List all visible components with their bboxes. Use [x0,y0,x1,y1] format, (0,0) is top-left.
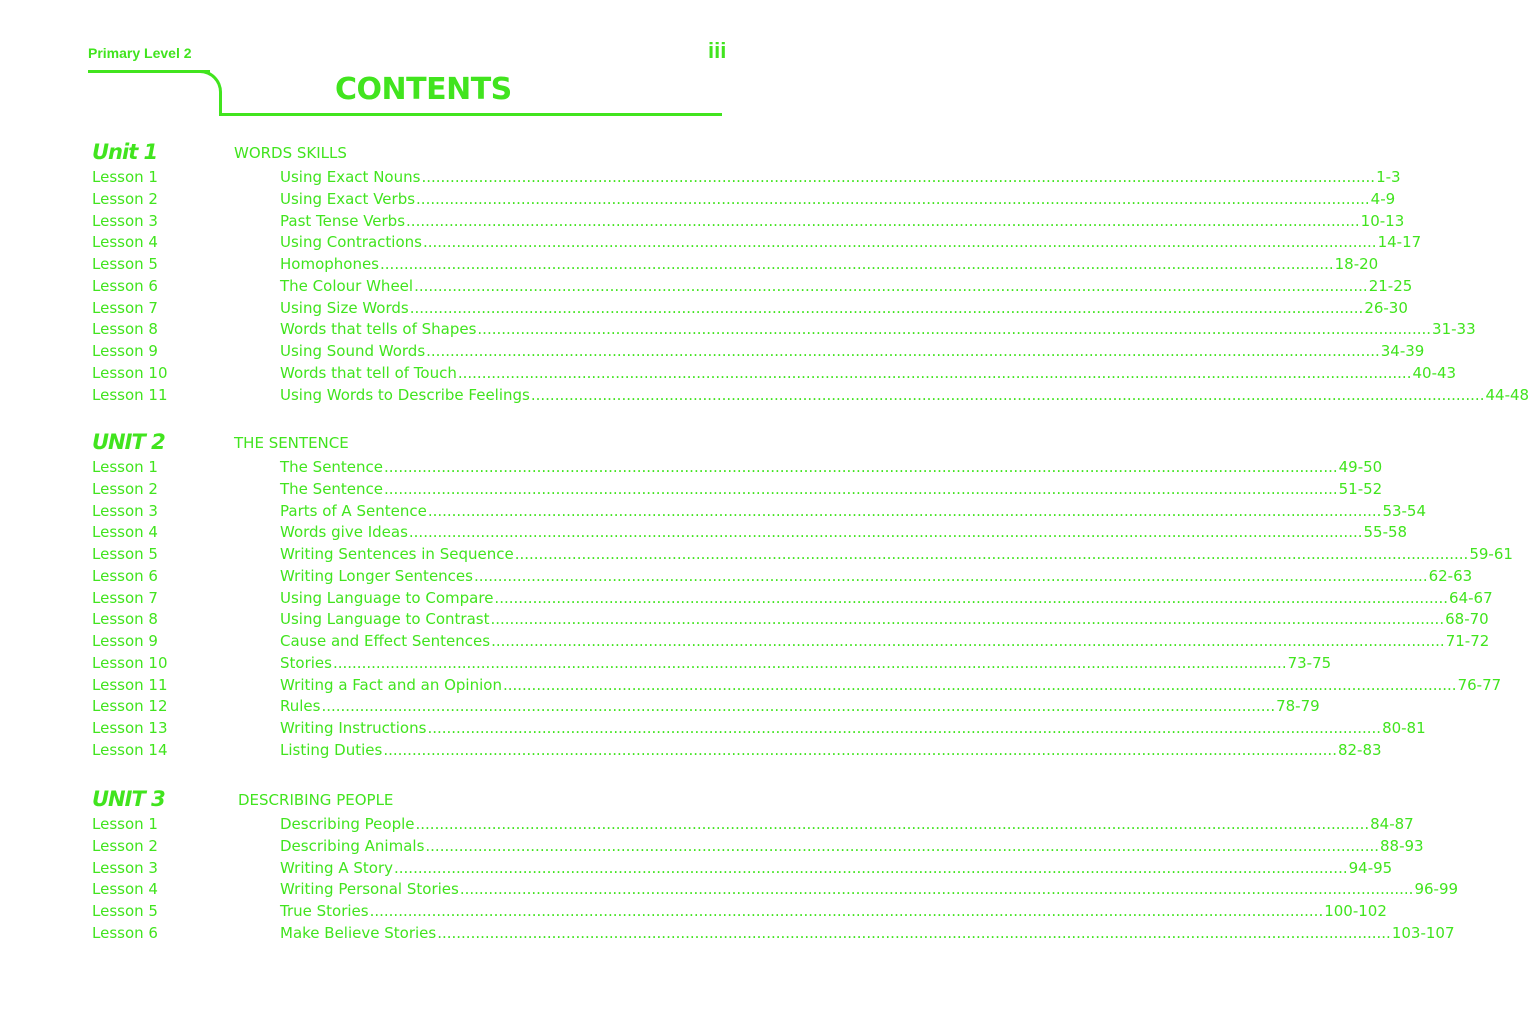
lesson-number: Lesson 3 [92,858,158,877]
lesson-title: Words that tell of Touch [280,363,457,382]
lesson-entry [280,276,1413,295]
dot-leader: ........................................................................................................................................................................................................ [477,320,1432,339]
dot-leader: ........................................................................................................................................................................................................ [380,255,1334,273]
lesson-entry [280,632,1490,650]
lesson-number: Lesson 13 [92,719,168,737]
page-range: 59-61 [1469,545,1513,563]
toc-row[interactable] [92,168,1401,189]
page-range: 64-67 [1449,588,1493,607]
toc-row[interactable] [92,385,1529,407]
lesson-number: Lesson 2 [92,479,158,498]
dot-leader: ........................................................................................................................................................................................................ [421,168,1376,186]
lesson-number: Lesson 5 [92,545,158,563]
page-range: 84-87 [1370,815,1414,833]
lesson-entry [280,566,1473,585]
lesson-title: Rules [280,697,321,716]
toc-row[interactable] [92,342,1425,363]
toc-row[interactable] [92,363,1457,385]
lesson-number: Lesson 11 [92,675,168,694]
lesson-title: Describing Animals [280,836,425,855]
lesson-entry [280,363,1457,382]
lesson-title: Describing People [280,815,415,833]
dot-leader: ........................................................................................................................................................................................................ [494,588,1449,607]
lesson-entry [280,211,1405,230]
lesson-number: Lesson 7 [92,298,158,317]
lesson-entry [280,233,1422,252]
toc-row[interactable] [92,566,1473,588]
toc-row[interactable] [92,653,1332,675]
toc-row[interactable] [92,815,1414,836]
lesson-entry [280,320,1476,339]
page-range: 88-93 [1380,836,1424,855]
toc-row[interactable] [92,458,1383,479]
lesson-entry [280,342,1425,360]
dot-leader: ........................................................................................................................................................................................................ [491,632,1445,650]
page-range: 10-13 [1360,211,1405,230]
page-number: iii [708,38,727,63]
lesson-number: Lesson 6 [92,923,158,942]
unit-label: UNIT 2 [92,430,165,454]
lesson-entry [280,653,1332,672]
toc-row[interactable] [92,697,1320,718]
toc-row[interactable] [92,255,1379,276]
lesson-number: Lesson 1 [92,458,158,476]
page-range: 31-33 [1432,320,1476,339]
lesson-entry [280,719,1426,737]
page-range: 26-30 [1364,298,1408,317]
lesson-title: Past Tense Verbs [280,211,406,230]
lesson-entry [280,458,1383,476]
lesson-title: Writing Instructions [280,719,427,737]
toc-row[interactable] [92,836,1424,858]
dot-leader: ........................................................................................................................................................................................................ [427,719,1382,737]
toc-row[interactable] [92,740,1382,762]
lesson-entry [280,501,1427,520]
page-range: 94-95 [1348,858,1393,877]
page-range: 53-54 [1382,501,1427,520]
lesson-entry [280,923,1455,942]
lesson-entry [280,815,1414,833]
lesson-number: Lesson 10 [92,653,168,672]
page-range: 71-72 [1445,632,1490,650]
toc-row[interactable] [92,545,1513,566]
lesson-title: The Sentence [280,479,384,498]
dot-leader: ........................................................................................................................................................................................................ [427,501,1382,520]
lesson-entry [280,610,1489,629]
dot-leader: ........................................................................................................................................................................................................ [422,233,1377,252]
lesson-title: Writing Sentences in Sequence [280,545,514,563]
page-range: 34-39 [1380,342,1425,360]
page-range: 51-52 [1338,479,1383,498]
lesson-title: True Stories [280,902,369,920]
lesson-number: Lesson 7 [92,588,158,607]
toc-row[interactable] [92,479,1383,501]
page-range: 76-77 [1457,675,1502,694]
lesson-entry [280,255,1379,273]
toc-row[interactable] [92,632,1490,653]
dot-leader: ........................................................................................................................................................................................................ [383,740,1337,759]
dot-leader: ........................................................................................................................................................................................................ [408,523,1363,542]
lesson-title: Writing Personal Stories [280,880,459,899]
lesson-number: Lesson 3 [92,501,158,520]
lesson-entry [280,697,1320,716]
toc-row[interactable] [92,320,1476,341]
lesson-title: Using Words to Describe Feelings [280,385,530,404]
lesson-entry [280,588,1493,607]
dot-leader: ........................................................................................................................................................................................................ [394,858,1348,877]
dot-leader: ........................................................................................................................................................................................................ [437,923,1391,942]
lesson-title: Writing a Fact and an Opinion [280,675,502,694]
page-range: 18-20 [1334,255,1379,273]
toc-row[interactable] [92,501,1427,523]
lesson-number: Lesson 10 [92,363,168,382]
page-range: 21-25 [1368,276,1413,295]
toc-row[interactable] [92,923,1455,945]
lesson-number: Lesson 12 [92,697,168,716]
lesson-title: The Colour Wheel [280,276,414,295]
toc-row[interactable] [92,675,1502,697]
unit-label: UNIT 3 [92,787,165,811]
unit-label: Unit 1 [92,140,158,164]
title-rule-curve [196,70,222,116]
lesson-number: Lesson 5 [92,255,158,273]
lesson-title: Using Size Words [280,298,409,317]
unit-title: DESCRIBING PEOPLE [238,791,394,809]
lesson-number: Lesson 2 [92,836,158,855]
dot-leader: ........................................................................................................................................................................................................ [384,479,1338,498]
toc-row[interactable] [92,298,1408,320]
lesson-number: Lesson 1 [92,815,158,833]
lesson-entry [280,836,1424,855]
lesson-number: Lesson 9 [92,632,158,650]
lesson-number: Lesson 6 [92,276,158,295]
page-range: 80-81 [1382,719,1426,737]
title-rule-bottom [219,113,722,116]
lesson-number: Lesson 3 [92,211,158,230]
title-rule-top [88,70,210,73]
toc-row[interactable] [92,719,1426,740]
dot-leader: ........................................................................................................................................................................................................ [332,653,1287,672]
lesson-entry [280,858,1393,877]
page-range: 100-102 [1324,902,1387,920]
lesson-title: Using Contractions [280,233,422,252]
lesson-title: Listing Duties [280,740,383,759]
page-range: 103-107 [1391,923,1455,942]
page-range: 78-79 [1276,697,1320,716]
lesson-entry [280,479,1383,498]
lesson-title: Writing A Story [280,858,393,877]
toc-row[interactable] [92,902,1387,923]
lesson-entry [280,385,1529,404]
dot-leader: ........................................................................................................................................................................................................ [426,342,1380,360]
dot-leader: ........................................................................................................................................................................................................ [530,385,1485,404]
page-range: 68-70 [1445,610,1489,629]
page-range: 96-99 [1414,880,1459,899]
lesson-entry [280,740,1382,759]
lesson-entry [280,168,1401,186]
lesson-entry [280,880,1459,899]
dot-leader: ........................................................................................................................................................................................................ [416,189,1370,208]
unit-title: WORDS SKILLS [234,144,347,162]
dot-leader: ........................................................................................................................................................................................................ [409,298,1364,317]
dot-leader: ........................................................................................................................................................................................................ [514,545,1469,563]
lesson-number: Lesson 8 [92,320,158,339]
toc-row[interactable] [92,211,1405,233]
lesson-title: The Sentence [280,458,384,476]
lesson-number: Lesson 8 [92,610,158,629]
page-range: 14-17 [1377,233,1422,252]
page-range: 82-83 [1337,740,1382,759]
lesson-title: Using Exact Verbs [280,189,416,208]
dot-leader: ........................................................................................................................................................................................................ [490,610,1445,629]
page-range: 62-63 [1428,566,1473,585]
toc-row[interactable] [92,233,1422,254]
lesson-number: Lesson 14 [92,740,168,759]
lesson-number: Lesson 5 [92,902,158,920]
page-range: 40-43 [1412,363,1457,382]
dot-leader: ........................................................................................................................................................................................................ [369,902,1324,920]
lesson-title: Stories [280,653,332,672]
page-range: 4-9 [1370,189,1396,208]
toc-row[interactable] [92,523,1408,544]
lesson-number: Lesson 2 [92,189,158,208]
dot-leader: ........................................................................................................................................................................................................ [502,675,1457,694]
toc-row[interactable] [92,858,1393,880]
page-range: 55-58 [1363,523,1408,542]
lesson-title: Homophones [280,255,380,273]
page-range: 44-48 [1485,385,1529,404]
page-range: 49-50 [1338,458,1383,476]
page-series: Primary Level 2 [88,45,192,61]
page-range: 73-75 [1287,653,1332,672]
toc-row[interactable] [92,880,1459,901]
toc-row[interactable] [92,189,1396,211]
dot-leader: ........................................................................................................................................................................................................ [414,276,1368,295]
lesson-entry [280,902,1387,920]
lesson-title: Cause and Effect Sentences [280,632,491,650]
lesson-entry [280,189,1396,208]
lesson-title: Using Sound Words [280,342,426,360]
page-title: CONTENTS [335,72,512,107]
page-range: 1-3 [1376,168,1401,186]
lesson-title: Make Believe Stories [280,923,437,942]
toc-row[interactable] [92,276,1413,298]
dot-leader: ........................................................................................................................................................................................................ [406,211,1360,230]
lesson-entry [280,298,1408,317]
lesson-number: Lesson 4 [92,880,158,899]
dot-leader: ........................................................................................................................................................................................................ [384,458,1338,476]
lesson-title: Words that tells of Shapes [280,320,477,339]
lesson-title: Using Language to Contrast [280,610,490,629]
dot-leader: ........................................................................................................................................................................................................ [459,880,1414,899]
toc-row[interactable] [92,610,1489,631]
lesson-title: Writing Longer Sentences [280,566,473,585]
dot-leader: ........................................................................................................................................................................................................ [457,363,1412,382]
lesson-entry [280,545,1513,563]
lesson-number: Lesson 4 [92,523,158,542]
lesson-number: Lesson 1 [92,168,158,186]
dot-leader: ........................................................................................................................................................................................................ [473,566,1428,585]
lesson-title: Using Exact Nouns [280,168,421,186]
unit-title: THE SENTENCE [234,434,349,452]
dot-leader: ........................................................................................................................................................................................................ [321,697,1276,716]
lesson-entry [280,523,1408,542]
lesson-title: Using Language to Compare [280,588,494,607]
toc-row[interactable] [92,588,1493,610]
lesson-title: Parts of A Sentence [280,501,427,520]
lesson-number: Lesson 11 [92,385,168,404]
dot-leader: ........................................................................................................................................................................................................ [425,836,1380,855]
lesson-title: Words give Ideas [280,523,408,542]
lesson-number: Lesson 6 [92,566,158,585]
lesson-entry [280,675,1502,694]
lesson-number: Lesson 4 [92,233,158,252]
dot-leader: ........................................................................................................................................................................................................ [415,815,1370,833]
lesson-number: Lesson 9 [92,342,158,360]
